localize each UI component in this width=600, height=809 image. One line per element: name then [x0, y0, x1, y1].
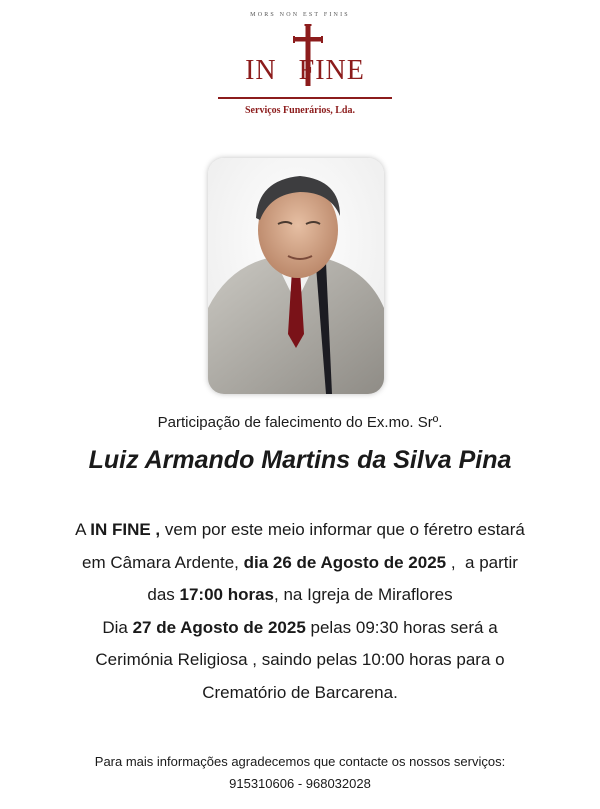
logo-tagline: Serviços Funerários, Lda. — [245, 105, 355, 116]
body-text-bold: dia 26 de Agosto de 2025 — [243, 552, 447, 572]
contact-info: Para mais informações agradecemos que contacte os nossos serviços: — [94, 754, 506, 769]
logo-motto: MORS NON EST FINIS — [250, 12, 350, 18]
body-text-bold: 27 de Agosto de 2025 — [132, 617, 306, 637]
company-logo — [0, 10, 600, 120]
logo-brand-left: IN — [245, 55, 277, 86]
deceased-name: Luiz Armando Martins da Silva Pina — [88, 446, 512, 474]
contact-phones: 915310606 - 968032028 — [229, 776, 371, 791]
logo-divider — [218, 97, 392, 99]
deceased-photo — [208, 158, 384, 394]
body-text: , a partir — [446, 552, 518, 572]
body-text-bold: IN FINE , — [90, 520, 161, 539]
announcement-body — [0, 514, 600, 709]
logo-brand-right: FINE — [298, 55, 365, 86]
body-line-3 — [0, 579, 600, 612]
body-text: das — [147, 585, 180, 604]
body-line-6: Crematório de Barcarena. — [202, 682, 398, 702]
body-text: vem por este meio informar que o féretro estará — [160, 520, 525, 539]
body-line-5: Cerimónia Religiosa , saindo pelas 10:00 horas para o — [95, 650, 505, 669]
body-line-2 — [0, 547, 600, 580]
body-text: Dia — [102, 617, 133, 637]
body-text-bold: 17:00 horas — [179, 585, 275, 604]
body-text: em Câmara Ardente, — [82, 552, 244, 572]
body-text: A — [75, 520, 91, 539]
body-line-1 — [0, 514, 600, 547]
body-line-4 — [0, 612, 600, 645]
contact-footer — [0, 751, 600, 795]
body-text: pelas 09:30 horas será a — [305, 617, 498, 637]
portrait-image — [208, 158, 384, 394]
announcement-intro: Participação de falecimento do Ex.mo. Srº. — [157, 414, 443, 431]
logo-brand-name — [220, 55, 390, 87]
body-text: , na Igreja de Miraflores — [274, 585, 453, 604]
logo-brand — [220, 24, 390, 84]
